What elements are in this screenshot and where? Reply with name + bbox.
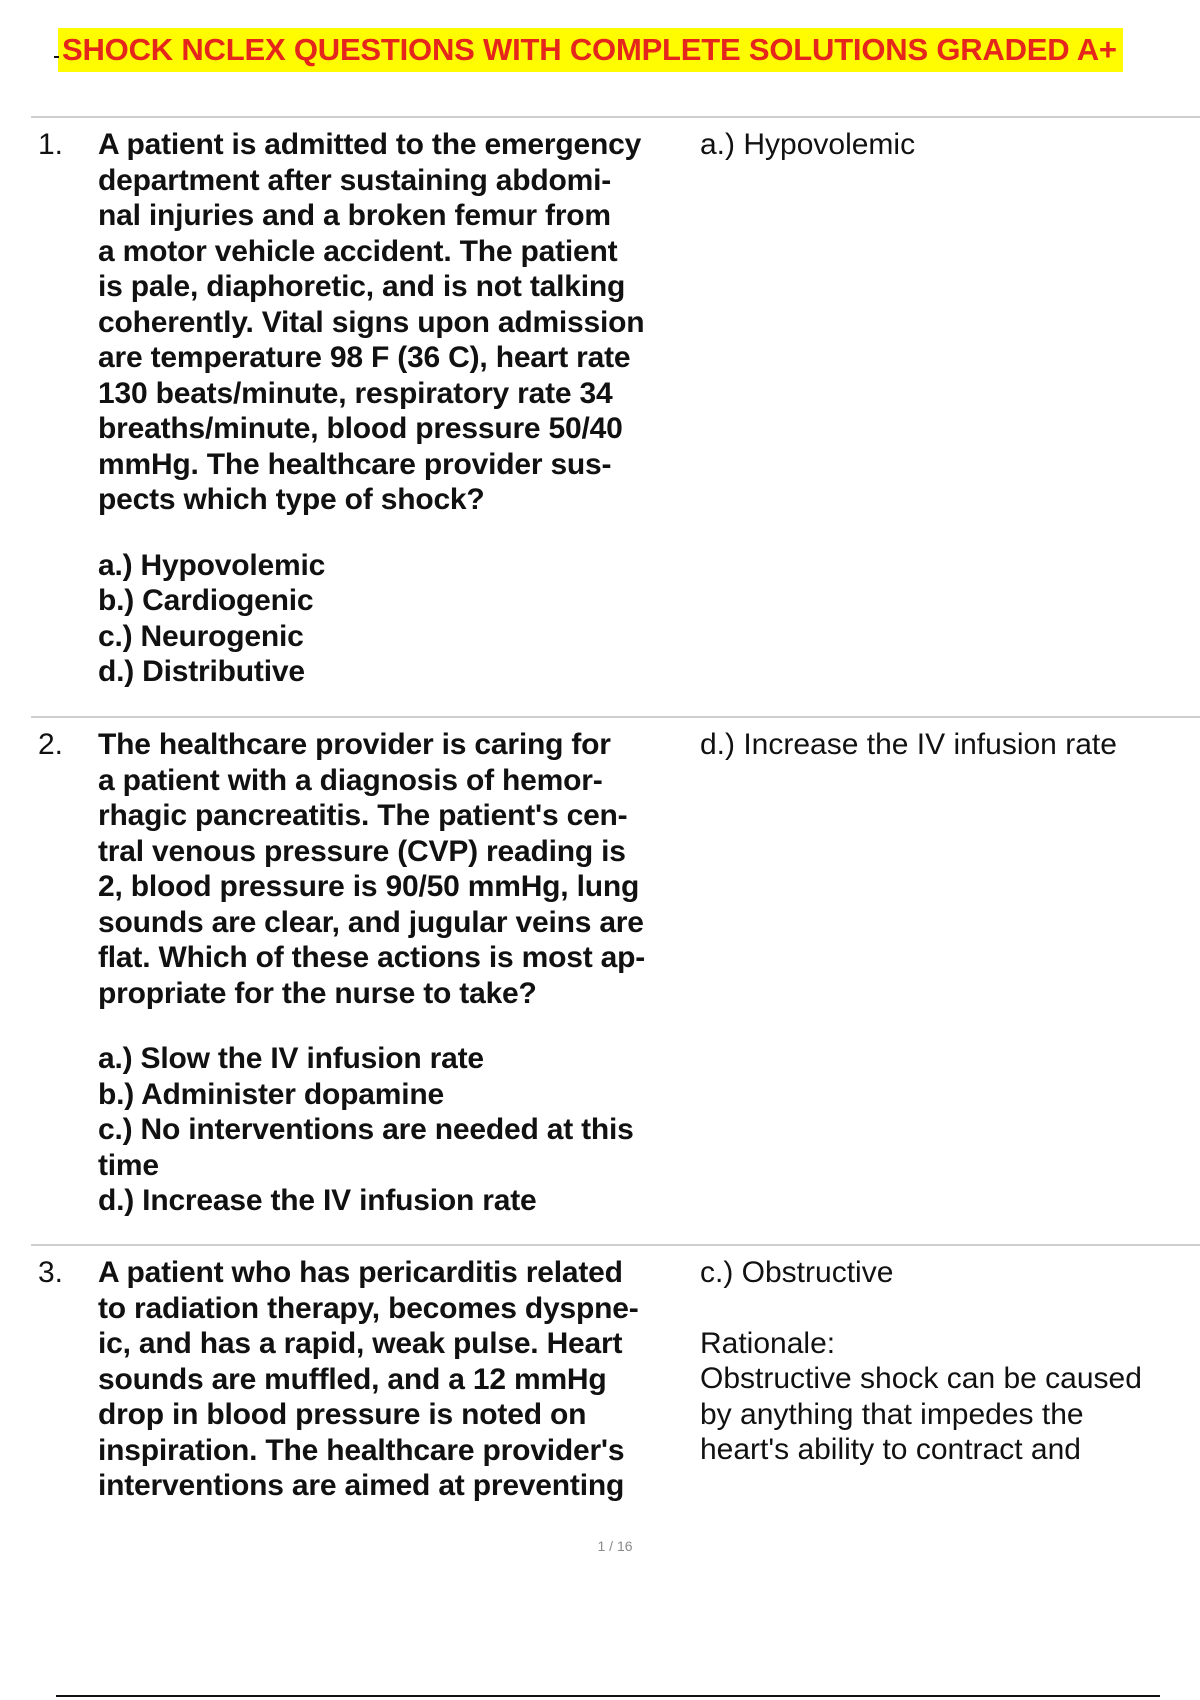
question-line: pects which type of shock?: [98, 483, 485, 516]
question-line: propriate for the nurse to take?: [98, 976, 537, 1010]
answer-options: [98, 548, 690, 690]
page-bottom-rule: [56, 1695, 1160, 1697]
question-line: sounds are muffled, and a 12 mmHg: [98, 1362, 607, 1396]
question-number: 3.: [38, 1256, 64, 1289]
question-line: rhagic pancreatitis. The patient's cen-: [98, 799, 628, 832]
question-line: is pale, diaphoretic, and is not talking: [98, 270, 626, 303]
document-title-wrap: [58, 28, 1123, 72]
question-line: to radiation therapy, becomes dyspne-: [98, 1291, 639, 1325]
answer-text: [700, 1255, 1180, 1468]
rationale-line: Obstructive shock can be caused: [700, 1362, 1142, 1395]
question-line: 130 beats/minute, respiratory rate 34: [98, 376, 613, 410]
option-b: b.) Administer dopamine: [98, 1077, 444, 1111]
question-line: 2, blood pressure is 90/50 mmHg, lung: [98, 870, 640, 903]
question-line: mmHg. The healthcare provider sus-: [98, 447, 612, 481]
question-line: ic, and has a rapid, weak pulse. Heart: [98, 1327, 623, 1360]
answer-options: [98, 1041, 690, 1219]
answer-text: [700, 727, 1180, 763]
question-line: A patient is admitted to the emergency: [98, 128, 642, 161]
question-line: flat. Which of these actions is most ap-: [98, 941, 646, 974]
divider: [31, 716, 1200, 718]
option-d: d.) Distributive: [98, 655, 305, 688]
title-dash-mark: [54, 56, 59, 58]
answer-line: c.) Obstructive: [700, 1256, 894, 1289]
page-indicator: 1 / 16: [597, 1538, 633, 1554]
rationale-heading: Rationale:: [700, 1326, 836, 1360]
divider: [31, 1244, 1200, 1246]
rationale: [700, 1326, 1180, 1468]
question-line: nal injuries and a broken femur from: [98, 199, 611, 232]
rationale-line: heart's ability to contract and: [700, 1433, 1081, 1466]
question-text: [98, 127, 690, 690]
option-a: a.) Hypovolemic: [98, 548, 326, 582]
answer-line: a.) Hypovolemic: [700, 128, 916, 161]
question-line: tral venous pressure (CVP) reading is: [98, 834, 626, 868]
option-b: b.) Cardiogenic: [98, 584, 314, 617]
question-line: breaths/minute, blood pressure 50/40: [98, 412, 623, 445]
question-line: drop in blood pressure is noted on: [98, 1398, 587, 1431]
question-text: [98, 1255, 690, 1504]
question-text: [98, 727, 690, 1219]
rationale-line: by anything that impedes the: [700, 1397, 1084, 1431]
question-line: interventions are aimed at preventing: [98, 1469, 625, 1502]
question-line: inspiration. The healthcare provider's: [98, 1433, 625, 1467]
question-line: a motor vehicle accident. The patient: [98, 234, 618, 268]
question-line: a patient with a diagnosis of hemor-: [98, 763, 603, 797]
option-c: c.) No interventions are needed at this: [98, 1113, 634, 1146]
option-c-continued: time: [98, 1148, 159, 1182]
answer-line: d.) Increase the IV infusion rate: [700, 728, 1117, 761]
question-line: coherently. Vital signs upon admission: [98, 305, 645, 339]
question-number: 1.: [38, 128, 64, 161]
question-number: 2.: [38, 728, 64, 761]
divider: [31, 116, 1200, 118]
option-c: c.) Neurogenic: [98, 619, 304, 653]
option-d: d.) Increase the IV infusion rate: [98, 1184, 537, 1217]
question-line: A patient who has pericarditis related: [98, 1256, 623, 1289]
question-line: sounds are clear, and jugular veins are: [98, 905, 644, 939]
document-title: SHOCK NCLEX QUESTIONS WITH COMPLETE SOLUTIONS GRADED A+: [58, 28, 1123, 72]
question-line: department after sustaining abdomi-: [98, 163, 612, 197]
question-line: are temperature 98 F (36 C), heart rate: [98, 341, 631, 374]
option-a: a.) Slow the IV infusion rate: [98, 1042, 484, 1075]
question-line: The healthcare provider is caring for: [98, 728, 611, 761]
answer-text: [700, 127, 1180, 163]
